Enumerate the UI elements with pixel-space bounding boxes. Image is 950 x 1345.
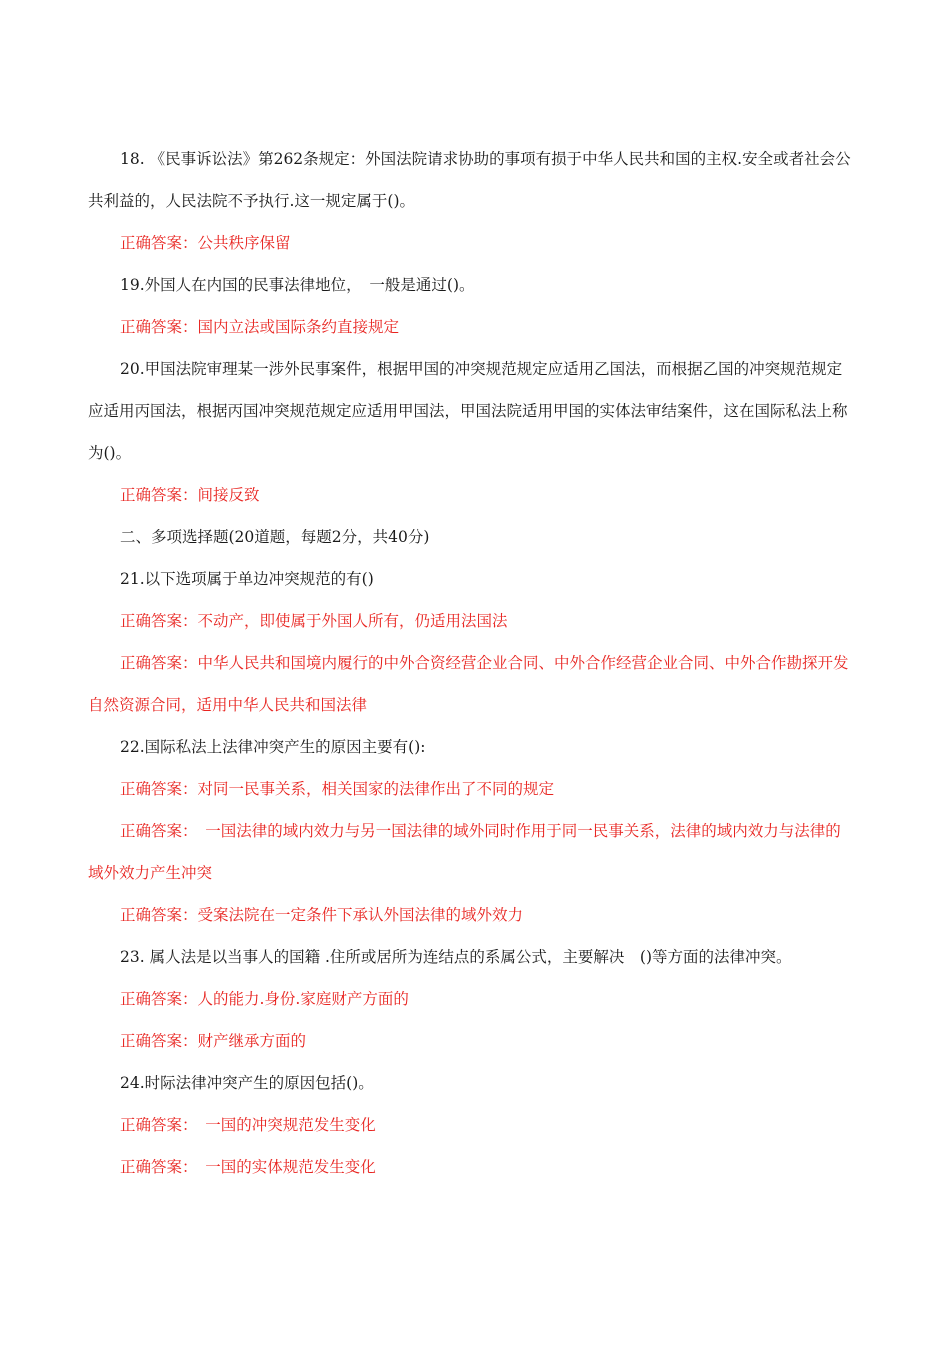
answer-22-a: 正确答案：对同一民事关系，相关国家的法律作出了不同的规定 xyxy=(120,780,555,798)
section-heading-multiple-choice: 二、多项选择题(20道题，每题2分，共40分) xyxy=(120,528,430,546)
question-20: 20.甲国法院审理某一涉外民事案件，根据甲国的冲突规范规定应适用乙国法，而根据乙国的冲突规范规定应适用丙国法，根据丙国冲突规范规定应适用甲国法，甲国法院适用甲国的实体法审结案件，这在国际私法上称为()。 xyxy=(88,360,848,462)
answer-23-a: 正确答案：人的能力.身份.家庭财产方面的 xyxy=(120,990,409,1008)
question-18: 18. 《民事诉讼法》第262条规定：外国法院请求协助的事项有损于中华人民共和国的主权.安全或者社会公共利益的，人民法院不予执行.这一规定属于()。 xyxy=(88,150,851,210)
answer-22-b: 正确答案： 一国法律的域内效力与另一国法律的域外同时作用于同一民事关系，法律的域内效力与法律的域外效力产生冲突 xyxy=(88,822,841,882)
document-page xyxy=(88,138,854,1188)
answer-21-a: 正确答案：不动产，即使属于外国人所有，仍适用法国法 xyxy=(120,612,508,630)
answer-23-b: 正确答案：财产继承方面的 xyxy=(120,1032,307,1050)
question-22: 22.国际私法上法律冲突产生的原因主要有(): xyxy=(120,738,426,756)
question-24: 24.时际法律冲突产生的原因包括()。 xyxy=(120,1074,374,1092)
answer-19: 正确答案：国内立法或国际条约直接规定 xyxy=(120,318,400,336)
answer-22-c: 正确答案：受案法院在一定条件下承认外国法律的域外效力 xyxy=(120,906,524,924)
answer-24-a: 正确答案： 一国的冲突规范发生变化 xyxy=(120,1116,376,1134)
question-21: 21.以下选项属于单边冲突规范的有() xyxy=(120,570,374,588)
answer-20: 正确答案：间接反致 xyxy=(120,486,260,504)
answer-18: 正确答案：公共秩序保留 xyxy=(120,234,291,252)
question-23: 23. 属人法是以当事人的国籍 .住所或居所为连结点的系属公式，主要解决 ()等方面的法律冲突。 xyxy=(120,948,792,966)
question-19: 19.外国人在内国的民事法律地位， 一般是通过()。 xyxy=(120,276,475,294)
answer-24-b: 正确答案： 一国的实体规范发生变化 xyxy=(120,1158,376,1176)
answer-21-b: 正确答案：中华人民共和国境内履行的中外合资经营企业合同、中外合作经营企业合同、中外合作勘探开发自然资源合同，适用中华人民共和国法律 xyxy=(88,654,849,714)
